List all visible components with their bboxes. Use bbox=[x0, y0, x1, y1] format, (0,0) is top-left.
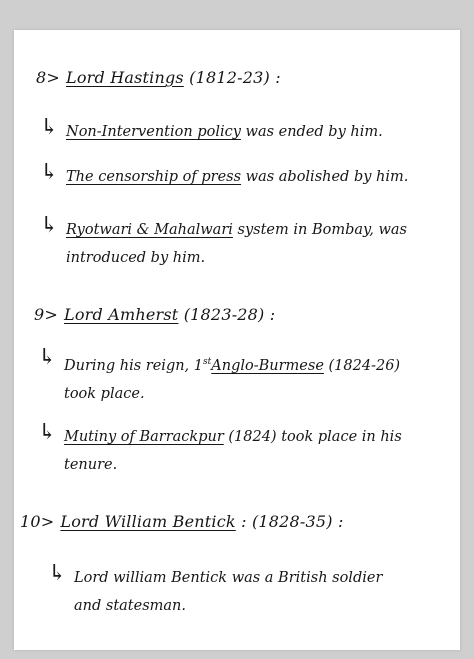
curved-arrow-icon: ↳ bbox=[48, 561, 67, 586]
curved-arrow-icon: ↳ bbox=[38, 420, 57, 445]
notes-page bbox=[14, 30, 460, 650]
bullet-item: ↳ The censorship of press was abolished by him. bbox=[40, 160, 409, 185]
section-10-title: 10> Lord William Bentick : (1828-35) : bbox=[20, 512, 344, 531]
curved-arrow-icon: ↳ bbox=[38, 345, 57, 370]
bullet-item: ↳ Non-Intervention policy was ended by him. bbox=[40, 115, 383, 140]
bullet-item: ↳ During his reign, 1stAnglo-Burmese (1824-26) took place. bbox=[38, 345, 401, 402]
bullet-item: ↳ Mutiny of Barrackpur (1824) took place in his tenure. bbox=[38, 420, 402, 473]
section-9-title: 9> Lord Amherst (1823-28) : bbox=[34, 305, 276, 324]
curved-arrow-icon: ↳ bbox=[40, 213, 59, 238]
section-8-title: 8> Lord Hastings (1812-23) : bbox=[36, 68, 281, 87]
curved-arrow-icon: ↳ bbox=[40, 115, 59, 140]
bullet-item: ↳ Lord william Bentick was a British soldier and statesman. bbox=[48, 561, 383, 614]
bullet-item: ↳ Ryotwari & Mahalwari system in Bombay, was introduced by him. bbox=[40, 213, 407, 266]
curved-arrow-icon: ↳ bbox=[40, 160, 59, 185]
